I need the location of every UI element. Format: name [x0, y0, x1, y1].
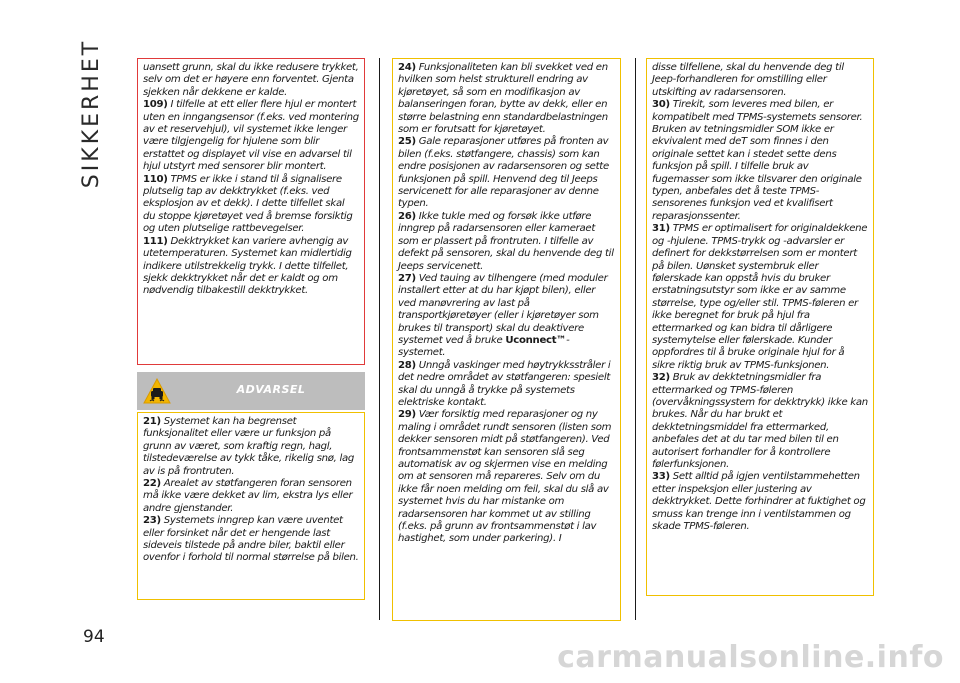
- note-paragraph: [143, 478, 359, 515]
- note-text: disse tilfellene, skal du henvende deg til Jeep-forhandleren for omstilling eller utskifting av radarsensoren.: [652, 62, 844, 98]
- note-number: 33): [652, 471, 670, 483]
- column1-top-list: [143, 62, 359, 298]
- warning-header: [137, 372, 365, 410]
- note-text: Vær forsiktig med reparasjoner og ny maling i området rundt sensoren (listen som dekker sensoren midt på støtfangeren). Ved frontsammenstøt kan sensoren slå seg automatisk av og skjermen vise en melding om at sensoren må repareres. Selv om du ikke får noen melding om feil, skal du slå av systemet hvis du har mistanke om radarsensoren har kommet ut av stilling (f.eks. på grunn av frontsammenstøt i lav hastighet, som under parkering). I: [398, 409, 612, 545]
- note-text: Gale reparasjoner utføres på fronten av bilen (f.eks. støtfangere, chassis) som kan endre posisjonen av radarsensoren og sette funksjonen på spill. Henvend deg til Jeeps servicenett for alle reparasjoner av denne typen.: [398, 136, 609, 210]
- note-paragraph: [143, 174, 359, 236]
- note-number: 28): [398, 359, 416, 371]
- note-number: 32): [652, 372, 670, 384]
- note-number: 109): [143, 99, 168, 111]
- watermark: carmanualsonline.info: [557, 640, 944, 675]
- note-number: 25): [398, 136, 416, 148]
- section-title: [72, 38, 112, 188]
- note-text: Unngå vaskinger med høytrykksstråler i det nedre området av støtfangeren: spesielt skal du unngå å trykke på systemets elektriske kontakt.: [398, 359, 611, 408]
- note-text: I tilfelle at ett eller flere hjul er montert uten en inngangsensor (f.eks. ved montering av et reservehjul), vil systemet ikke lenger være tilgjengelig for hjulene som blir erstattet og displayet vil vise en advarsel til hjul utstyrt med sensorer blir montert.: [143, 99, 359, 173]
- note-text: Ved tauing av tilhengere (med moduler installert etter at du har kjøpt bilen), eller ved manøvrering av last på transportkjøretøyer (eller i kjøretøyer som brukes til transport) skal du deaktivere systemet ved å bruke: [398, 272, 608, 346]
- note-number: 22): [143, 478, 161, 490]
- note-paragraph: [398, 360, 615, 410]
- warning-title: ADVARSEL: [236, 383, 306, 396]
- note-number: 24): [398, 62, 416, 73]
- warning-box-continued: [392, 58, 621, 621]
- note-paragraph: [652, 99, 868, 223]
- notes-box-top: [137, 58, 365, 365]
- note-paragraph: [398, 273, 615, 360]
- note-paragraph: [398, 409, 615, 545]
- note-text: Tirekit, som leveres med bilen, er kompatibelt med TPMS-systemets sensorer. Bruken av tetningsmidler SOM ikke er ekvivalent med deT som finnes i den originale settet kan i stedet sette dens funksjon på spill. I tilfelle bruk av fugemasser som ikke tilsvarer den originale typen, anbefales det å teste TPMS-sensorenes funksjon ved et kvalifisert reparasjonssenter.: [652, 99, 863, 222]
- note-number: 23): [143, 515, 161, 527]
- note-paragraph: [652, 223, 868, 372]
- note-paragraph: [143, 236, 359, 298]
- note-text: Bruk av dekktetningsmidler fra ettermarked og TPMS-føleren (overvåkningssystem for dekktrykk) ikke kan brukes. Når du har brukt et dekktetningsmiddel fra ettermarked, anbefales det at du tar med bilen til en autorisert forhandler for å kontrollere følerfunksjonen.: [652, 372, 868, 470]
- column-divider-2: [635, 58, 636, 620]
- note-number: 29): [398, 409, 416, 421]
- note-text: Systemets inngrep kan være uventet eller forsinket når det er hengende last sideveis tilstede på andre biler, baktil eller ovenfor i forhold til normal størrelse på bilen.: [143, 515, 359, 564]
- note-text-after: -systemet.: [398, 334, 570, 359]
- notes-box-right: [646, 58, 874, 596]
- note-paragraph: [143, 515, 359, 565]
- note-paragraph: [652, 471, 868, 533]
- note-text: TPMS er ikke i stand til å signalisere plutselig tap av dekktrykket (f.eks. ved eksplosjon av et dekk). I dette tilfellet skal du stoppe kjøretøyet ved å bremse forsiktig og uten plutselige rattbevegelser.: [143, 173, 353, 235]
- note-paragraph: [143, 99, 359, 173]
- note-paragraph: [398, 136, 615, 210]
- note-text: Systemet kan ha begrenset funksjonalitet eller være ur funksjon på grunn av været, som kraftig regn, hagl, tilstedeværelse av tykk tåke, rikelig snø, lag av is på frontruten.: [143, 416, 355, 477]
- note-number: 26): [398, 210, 416, 222]
- note-number: 110): [143, 173, 168, 185]
- note-number: 21): [143, 416, 161, 427]
- section-title-text: SIKKERHET: [79, 38, 105, 188]
- note-text: Funksjonaliteten kan bli svekket ved en hvilken som helst strukturell endring av kjøretøyet, så som en modifikasjon av balanseringen foran, bytte av dekk, eller en større belastning enn standardbelastningen som er forutsatt for kjøretøyet.: [398, 62, 608, 136]
- note-text: Ikke tukle med og forsøk ikke utføre inngrep på radarsensoren eller kameraet som er plassert på frontruten. I tilfelle av defekt på sensoren, skal du henvende deg til Jeeps servicenett.: [398, 210, 614, 272]
- note-text: Arealet av støtfangeren foran sensoren må ikke være dekket av lim, ekstra lys eller andre gjenstander.: [143, 478, 353, 514]
- note-paragraph: [143, 416, 359, 478]
- note-text: uansett grunn, skal du ikke redusere trykket, selv om det er høyere enn forventet. Gjenta sjekken når dekkene er kalde.: [143, 62, 359, 98]
- page-number: 94: [83, 627, 105, 647]
- brand-name: Uconnect™: [505, 334, 567, 346]
- column-divider-1: [379, 58, 380, 620]
- column3-list: [652, 62, 868, 533]
- note-number: 27): [398, 272, 416, 284]
- note-paragraph: [652, 372, 868, 471]
- note-paragraph: [143, 62, 359, 99]
- note-number: 31): [652, 223, 670, 235]
- column2-list: [398, 62, 615, 546]
- note-text: TPMS er optimalisert for originaldekkene og -hjulene. TPMS-trykk og -advarsler er definert for dekkstørrelsen som er montert på bilen. Uønsket systembruk eller følerskade kan oppstå hvis du bruker erstatningsutstyr som ikke er av samme størrelse, type og/eller stil. TPMS-føleren er ikke beregnet for bruk på hjul fra ettermarked og kan bidra til dårligere systemytelse eller følerskade. Kunder oppfordres til å bruke originale hjul for å sikre riktig bruk av TPMS-funksjonen.: [652, 223, 868, 371]
- note-number: 111): [143, 235, 168, 247]
- note-text: Sett alltid på igjen ventilstammehetten etter inspeksjon eller justering av dekktrykket. Dette forhindrer at fuktighet og smuss kan trenge inn i ventilstammen og skade TPMS-føleren.: [652, 471, 866, 533]
- note-paragraph: [398, 62, 615, 136]
- note-number: 30): [652, 99, 670, 111]
- warning-skid-car-icon: [143, 378, 171, 404]
- note-paragraph: [398, 211, 615, 273]
- note-paragraph: [652, 62, 868, 99]
- warning-box: [137, 412, 365, 600]
- note-text: Dekktrykket kan variere avhengig av utetemperaturen. Systemet kan midlertidig indikere utilstrekkelig trykk. I dette tilfellet, sjekk dekktrykket når det er kaldt og om nødvendig tilbakestill dekktrykket.: [143, 235, 352, 297]
- column1-warning-list: [143, 416, 359, 565]
